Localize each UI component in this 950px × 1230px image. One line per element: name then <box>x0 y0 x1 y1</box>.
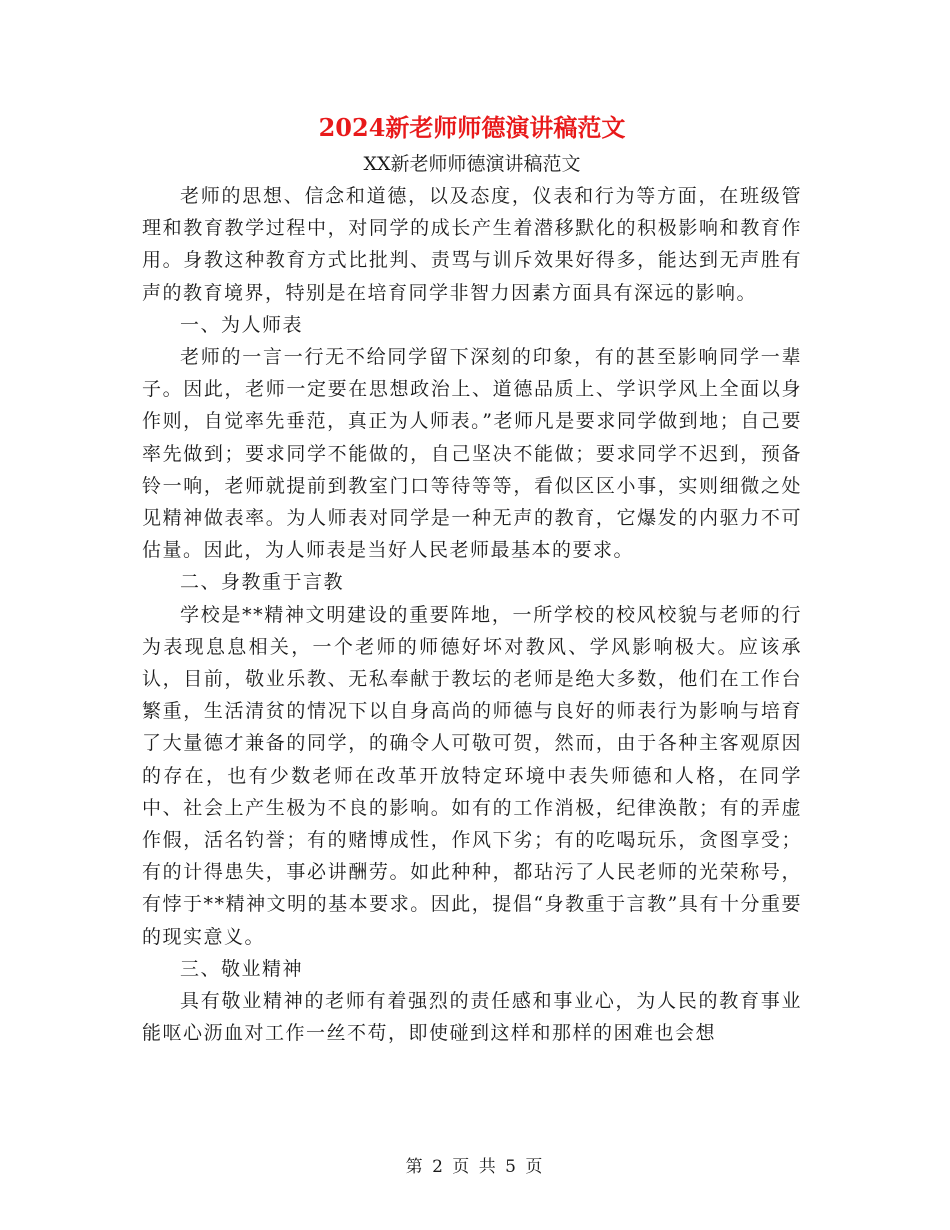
section-heading-2: 二、身教重于言教 <box>180 571 345 594</box>
paragraph-section-3: 具有敬业精神的老师有着强烈的责任感和事业心，为人民的教育事业能呕心沥血对工作一丝不苟，即使碰到这样和那样的困难也会想 <box>142 990 802 1045</box>
document-title: 2024新老师师德演讲稿范文 <box>318 113 626 142</box>
paragraph-intro: 老师的思想、信念和道德，以及态度，仪表和行为等方面，在班级管理和教育教学过程中，对同学的成长产生着潜移默化的积极影响和教育作用。身教这种教育方式比批判、责骂与训斥效果好得多，能达到无声胜有声的教育境界，特别是在培育同学非智力因素方面具有深远的影响。 <box>142 185 802 304</box>
document-subtitle: XX新老师师德演讲稿范文 <box>363 153 581 175</box>
paragraph-section-2: 学校是**精神文明建设的重要阵地，一所学校的校风校貌与老师的行为表现息息相关，一个老师的师德好坏对教风、学风影响极大。应该承认，目前，敬业乐教、无私奉献于教坛的老师是绝大多数，他们在工作台繁重，生活清贫的情况下以自身高尚的师德与良好的师表行为影响与培育了大量德才兼备的同学，的确令人可敬可贺，然而，由于各种主客观原因的存在，也有少数老师在改革开放特定环境中表失师德和人格，在同学中、社会上产生极为不良的影响。如有的工作消极，纪律涣散；有的弄虚作假，活名钓誉；有的赌博成性，作风下劣；有的吃喝玩乐，贪图享受；有的计得患失，事必讲酬劳。如此种种，都玷污了人民老师的光荣称号，有悖于**精神文明的基本要求。因此，提倡“身教重于言教”具有十分重要的现实意义。 <box>142 603 802 948</box>
section-heading-1: 一、为人师表 <box>180 313 304 336</box>
section-heading-3: 三、敬业精神 <box>180 957 304 980</box>
document-page <box>142 108 802 1049</box>
paragraph-section-1: 老师的一言一行无不给同学留下深刻的印象，有的甚至影响同学一辈子。因此，老师一定要在思想政治上、道德品质上、学识学风上全面以身作则，自觉率先垂范，真正为人师表。”老师凡是要求同学做到地；自己要率先做到；要求同学不能做的，自己坚决不能做；要求同学不迟到，预备铃一响，老师就提前到教室门口等待等等，看似区区小事，实则细微之处见精神做表率。为人师表对同学是一种无声的教育，它爆发的内驱力不可估量。因此，为人师表是当好人民老师最基本的要求。 <box>142 346 802 562</box>
page-number-footer: 第 2 页 共 5 页 <box>405 1157 545 1177</box>
